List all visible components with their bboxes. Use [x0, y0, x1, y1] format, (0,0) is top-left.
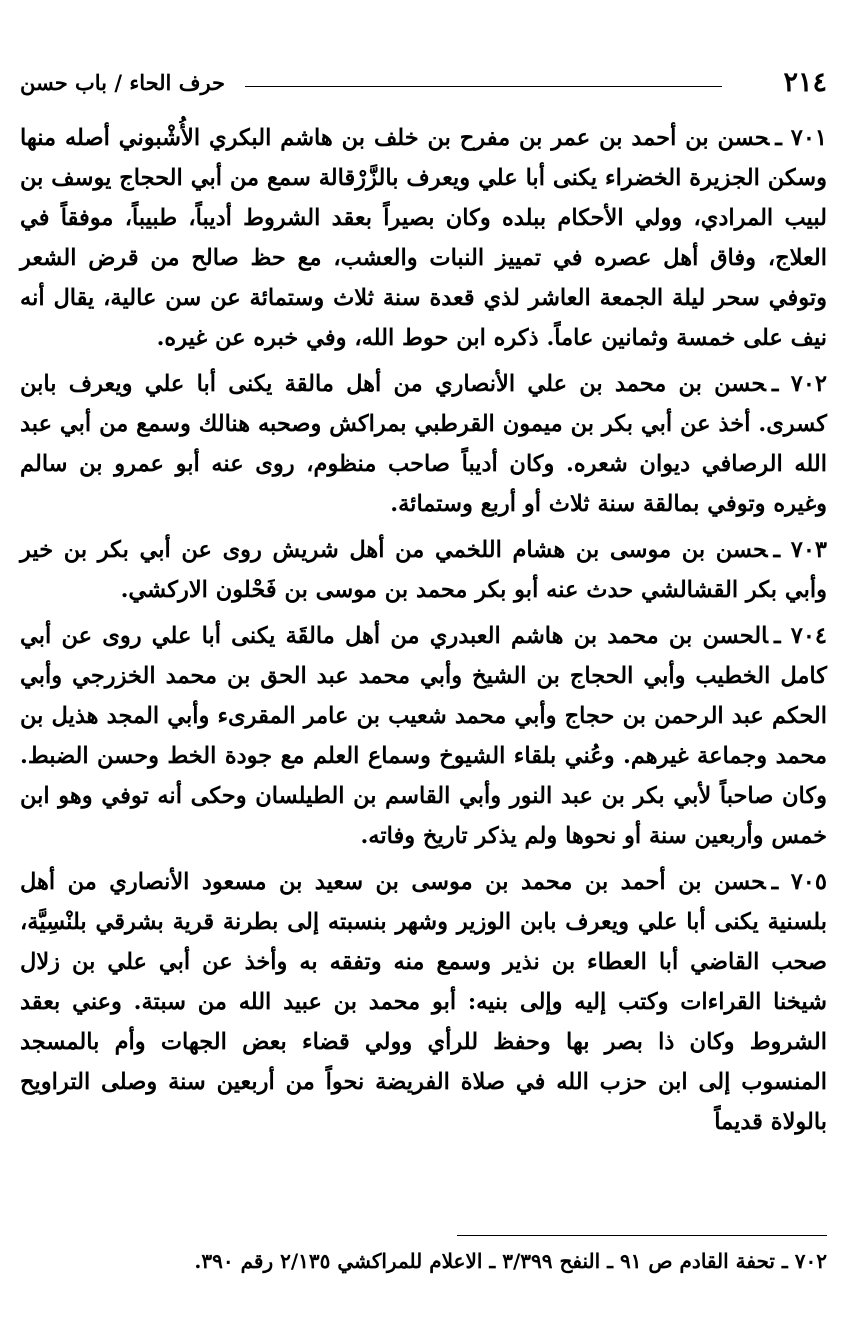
entry-702 [20, 364, 827, 524]
entry-704 [20, 616, 827, 856]
entry-703 [20, 530, 827, 610]
entry-number: ٧٠٣ ـ [773, 537, 827, 563]
entry-number: ٧٠١ ـ [775, 125, 827, 151]
footnote-rule [457, 1235, 827, 1236]
entry-text: الحسن بن محمد بن هاشم العبدري من أهل مالقَة يكنى أبا علي روى عن أبي كامل الخطيب وأبي الحجاج بن الشيخ وأبي محمد عبد الحق بن محمد الخزرجي وأبي الحكم عبد الرحمن بن حجاج وأبي محمد شعيب بن عامر المقرىء وأبي المجد هذيل بن محمد وجماعة غيرهم. وعُني بلقاء الشيوخ وسماع العلم مع جودة الخط وحسن الضبط. وكان صاحباً لأبي بكر بن عبد النور وأبي القاسم بن الطيلسان وحكى أنه توفي وهو ابن خمس وأربعين سنة أو نحوها ولم يذكر تاريخ وفاته. [20, 623, 827, 849]
entry-text: حسن بن موسى بن هشام اللخمي من أهل شريش روى عن أبي بكر بن خير وأبي بكر القشالشي حدث عنه أبو بكر محمد بن موسى بن فَحْلون الاركشي. [20, 537, 827, 603]
page-header [20, 62, 827, 98]
entry-701 [20, 118, 827, 358]
running-title: حرف الحاء / باب حسن [20, 70, 226, 95]
entry-number: ٧٠٢ ـ [771, 371, 827, 397]
entry-text: حسن بن محمد بن علي الأنصاري من أهل مالقة يكنى أبا علي ويعرف بابن كسرى. أخذ عن أبي بكر بن ميمون القرطبي بمراكش وصحبه هنالك وسمع من أبي عبد الله الرصافي ديوان شعره. وكان أديباً صاحب منظوم، روى عنه أبو عمرو بن سالم وغيره وتوفي بمالقة سنة ثلاث أو أربع وستمائة. [20, 371, 827, 517]
entry-text: حسن بن أحمد بن عمر بن مفرح بن خلف بن هاشم البكري الأُشْبوني أصله منها وسكن الجزيرة الخضراء يكنى أبا علي ويعرف بالزَّرْقالة سمع من أبي الحجاج يوسف بن لبيب المرادي، وولي الأحكام ببلده وكان بصيراً بعقد الشروط أديباً، طبيباً، موفقاً في العلاج، وفاق أهل عصره في تمييز النبات والعشب، مع حظ صالح من قرض الشعر وتوفي سحر ليلة الجمعة العاشر لذي قعدة سنة ثلاث وستمائة عن سن عالية، يقال أنه نيف على خمسة وثمانين عاماً. ذكره ابن حوط الله، وفي خبره عن غيره. [20, 125, 827, 351]
entry-number: ٧٠٥ ـ [771, 869, 827, 895]
page-body [20, 118, 827, 1142]
entry-text: حسن بن أحمد بن محمد بن موسى بن سعيد بن مسعود الأنصاري من أهل بلسنية يكنى أبا علي ويعرف بابن الوزير وشهر بنسبته إلى بطرنة قرية بشرقي بلنْسِيَّة، صحب القاضي أبا العطاء بن نذير وسمع منه وتفقه به وأخذ عن أبي علي بن زلال شيخنا القراءات وكتب إليه وإلى بنيه: أبو محمد بن عبيد الله من سبتة. وعني بعقد الشروط وكان ذا بصر بها وحفظ للرأي وولي قضاء بعض الجهات وأم بالمسجد المنسوب إلى ابن حزب الله في صلاة الفريضة نحواً من أربعين سنة وصلى التراويح بالولاة قديماً [20, 869, 827, 1135]
entry-705 [20, 862, 827, 1142]
page-number: ٢١٤ [783, 67, 827, 98]
header-rule [245, 86, 722, 87]
footnote: ٧٠٢ ـ تحفة القادم ص ٩١ ـ النفح ٣/٣٩٩ ـ الاعلام للمراكشي ٢/١٣٥ رقم ٣٩٠. [194, 1249, 827, 1273]
entry-number: ٧٠٤ ـ [773, 623, 827, 649]
